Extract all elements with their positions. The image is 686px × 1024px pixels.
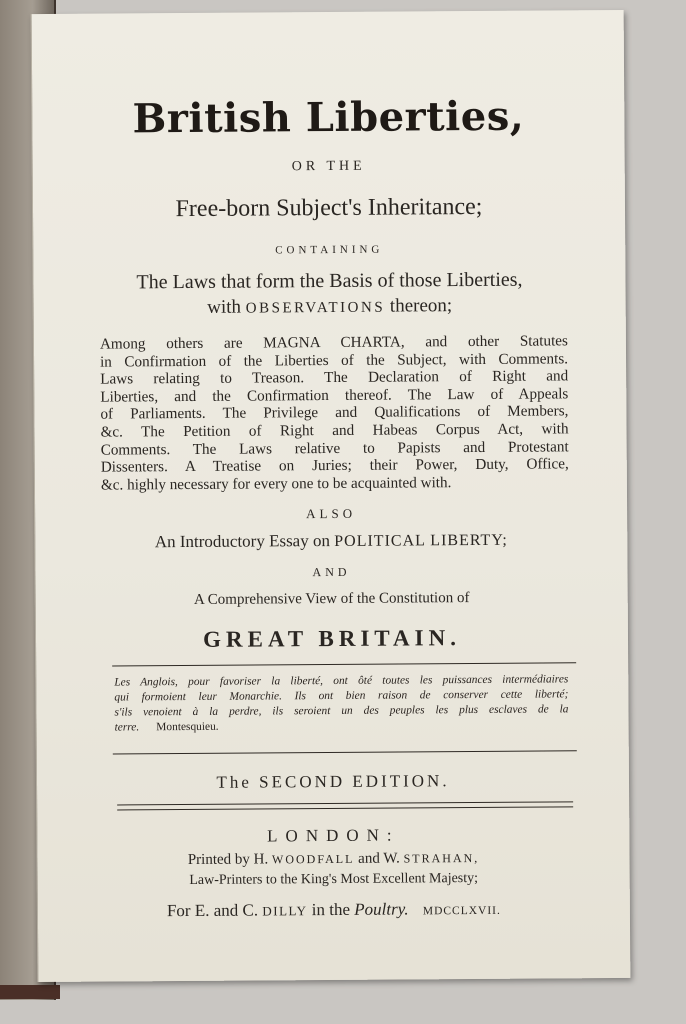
dilly-mid: in the <box>311 899 351 920</box>
also-line: ALSO <box>306 505 357 522</box>
printed-by-line <box>37 849 629 870</box>
double-rule-top <box>117 801 573 805</box>
publication-year: MDCCLXVII. <box>422 904 501 918</box>
essay-line <box>35 529 627 553</box>
laws-line-2 <box>34 294 626 320</box>
contents-paragraph <box>100 332 569 494</box>
contents-line: Liberties, and the Confirmation thereof. The Law of Appeals <box>100 385 569 406</box>
and-line: AND <box>312 564 351 580</box>
contents-line: Dissenters. A Treatise on Juries; their Power, Duty, Office, <box>100 455 569 476</box>
edition-line <box>37 770 629 794</box>
contents-line: of Parliaments. The Privilege and Qualifications of Members, <box>100 402 569 423</box>
contents-line: Laws relating to Treason. The Declaration of Right and <box>100 367 569 388</box>
observations-word: OBSERVATIONS <box>245 299 386 317</box>
contents-line: &c. highly necessary for every one to be acquainted with. <box>100 473 452 494</box>
publisher-dilly: DILLY <box>262 903 308 919</box>
or-the-line: OR THE <box>291 158 366 175</box>
laws-line-1: The Laws that form the Basis of those Liberties, <box>136 268 523 294</box>
containing-line: CONTAINING <box>275 243 384 257</box>
publisher-place: Poultry. <box>354 899 409 919</box>
subtitle: Free-born Subject's Inheritance; <box>175 193 483 223</box>
printed-pre: Printed by H. <box>187 851 269 869</box>
quote-line-last <box>115 717 569 735</box>
printer-woodfall: WOODFALL <box>271 851 355 867</box>
laws-line-2-post: thereon; <box>389 295 453 317</box>
divider-rule <box>113 750 577 754</box>
quote-line: terre. <box>114 721 140 734</box>
edition-pre: The <box>216 772 252 792</box>
contents-line: in Confirmation of the Liberties of the Subject, with Comments. <box>99 349 569 371</box>
political-liberty: POLITICAL LIBERTY; <box>334 531 508 550</box>
quote-line: qui formoient leur Monarchie. Ils ont bien raison de conserver cette liberté; <box>114 688 569 704</box>
law-printers-line: Law-Printers to the King's Most Excellent Majesty; <box>189 870 479 888</box>
book-title: British Liberties, <box>132 92 525 143</box>
dilly-pre: For E. and C. <box>166 900 259 921</box>
laws-line-2-pre: with <box>207 296 242 318</box>
london-line: LONDON: <box>267 825 400 846</box>
contents-line: &c. The Petition of Right and Habeas Corpus Act, with <box>100 420 569 441</box>
divider-rule <box>112 662 576 666</box>
second-edition: SECOND EDITION. <box>259 771 450 792</box>
montesquieu-quote <box>114 672 568 735</box>
contents-line: Comments. The Laws relative to Papists and Protestant <box>100 437 569 459</box>
quote-line: s'ils venoient à la perdre, ils seroient un des peuples les plus esclaves de la <box>114 703 569 719</box>
contents-line: Among others are MAGNA CHARTA, and other Statutes <box>99 332 568 353</box>
publisher-line <box>38 898 630 922</box>
essay-line-pre: An Introductory Essay on <box>154 531 331 552</box>
great-britain-line: GREAT BRITAIN. <box>202 625 462 652</box>
double-rule-bottom <box>117 806 573 810</box>
printed-mid: and W. <box>358 850 400 867</box>
quote-line: Les Anglois, pour favoriser la liberté, ont ôté toutes les puissances intermédiaires <box>114 673 569 689</box>
quote-author: Montesquieu. <box>156 720 219 734</box>
title-page <box>31 10 631 982</box>
book-cover-corner <box>0 985 60 999</box>
printer-strahan: STRAHAN, <box>403 850 480 866</box>
comprehensive-view-line: A Comprehensive View of the Constitution of <box>193 590 470 608</box>
